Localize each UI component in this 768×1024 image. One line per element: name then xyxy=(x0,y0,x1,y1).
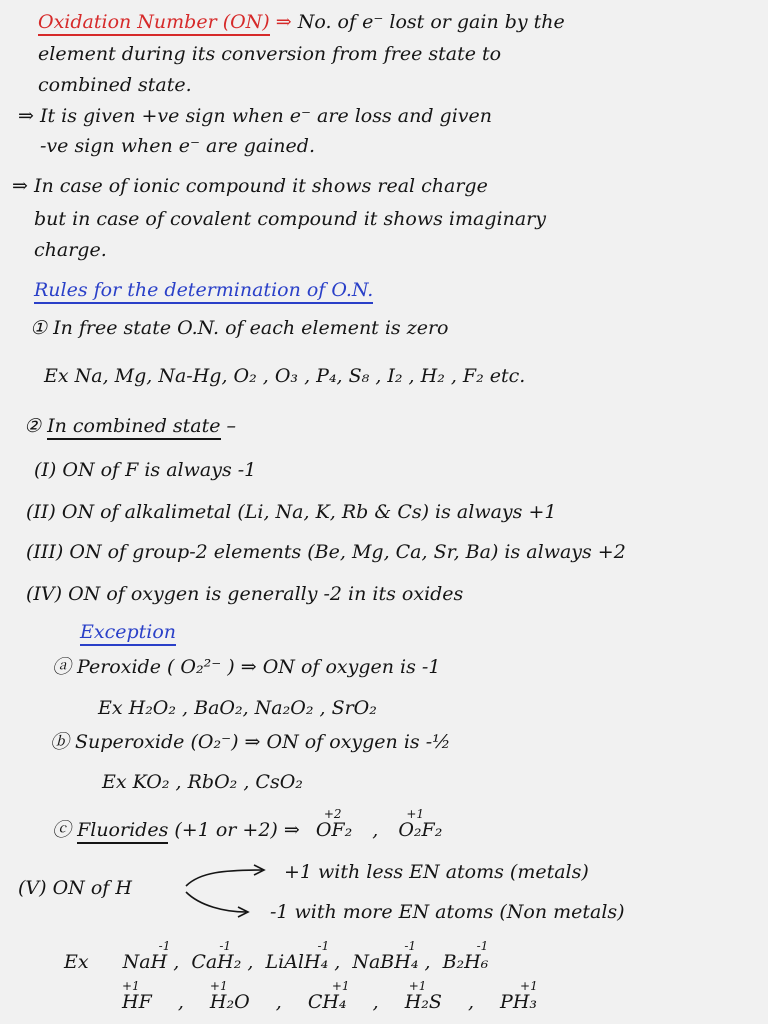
rule-2-number: ② xyxy=(24,415,42,437)
h-compound-ex-4-sup: +1 xyxy=(408,979,427,993)
exception-peroxide-examples: Ex H₂O₂ , BaO₂, Na₂O₂ , SrO₂ xyxy=(98,697,377,719)
rules-heading xyxy=(34,278,373,302)
hydride-ex-5-text: B₂H₆ xyxy=(442,951,489,973)
h-compound-ex-3-sup: +1 xyxy=(331,979,350,993)
fluorides-comma: , xyxy=(372,819,379,841)
hydrogen-compound-examples-row: +1 HF , +1 H₂O , +1 CH₄ , +1 H₂S , +1 PH₃ xyxy=(122,984,537,1014)
of2-text: OF₂ xyxy=(315,819,353,841)
of2-formula xyxy=(315,807,353,842)
definition-text-a: No. of e⁻ lost or gain by the xyxy=(297,11,565,33)
hydride-ex-2-sup: -1 xyxy=(219,939,232,953)
rule-2-ii: (II) ON of alkalimetal (Li, Na, K, Rb & Cs) is always +1 xyxy=(26,501,557,523)
rule-2-iv: (IV) ON of oxygen is generally -2 in its oxides xyxy=(26,583,464,605)
rule-1: ① In free state O.N. of each element is zero xyxy=(30,317,449,339)
ionic-line-2: but in case of covalent compound it shows imaginary xyxy=(34,208,546,230)
hydride-ex-4 xyxy=(352,939,419,974)
hydride-ex-1 xyxy=(122,939,171,974)
fluorides-label: ⓒ xyxy=(52,819,72,841)
exception-peroxide: ⓐ Peroxide ( O₂²⁻ ) ⇒ ON of oxygen is -1 xyxy=(52,656,441,678)
exception-superoxide: ⓑ Superoxide (O₂⁻) ⇒ ON of oxygen is -½ xyxy=(50,731,451,753)
hydride-ex-3 xyxy=(265,939,330,974)
h-compound-ex-5-text: PH₃ xyxy=(500,991,538,1013)
fluorides-word: Fluorides xyxy=(77,819,168,844)
hydride-ex-5 xyxy=(442,939,489,974)
hydride-ex-1-text: NaH xyxy=(122,951,168,973)
sign-line-1: ⇒ It is given +ve sign when e⁻ are loss and given xyxy=(18,105,493,127)
sign-line-2: -ve sign when e⁻ are gained. xyxy=(40,135,315,157)
hydride-ex-2 xyxy=(191,939,242,974)
hydride-ex-5-sup: -1 xyxy=(476,939,489,953)
definition-arrow: ⇒ xyxy=(275,11,292,33)
fluorides-range: (+1 or +2) ⇒ xyxy=(174,819,300,841)
exception-heading-text: Exception xyxy=(80,621,176,646)
rule-2-iii: (III) ON of group-2 elements (Be, Mg, Ca, Sr, Ba) is always +2 xyxy=(26,541,626,563)
rule-2-dash: – xyxy=(226,415,237,437)
h-compound-ex-5 xyxy=(500,979,538,1014)
hydride-ex-4-text: NaBH₄ xyxy=(352,951,419,973)
exception-heading xyxy=(80,620,176,644)
h-compound-ex-2 xyxy=(209,979,250,1014)
hydride-ex-2-text: CaH₂ xyxy=(191,951,242,973)
o2f2-text: O₂F₂ xyxy=(398,819,443,841)
h-compound-ex-2-text: H₂O xyxy=(209,991,250,1013)
definition-line-2: element during its conversion from free state to xyxy=(38,43,502,65)
hydride-ex-3-sup: -1 xyxy=(317,939,330,953)
rule-2 xyxy=(24,414,236,438)
h-compound-ex-3 xyxy=(307,979,350,1014)
hydrogen-negative: -1 with more EN atoms (Non metals) xyxy=(270,901,625,923)
o2f2-formula xyxy=(398,807,443,842)
h-compound-ex-4 xyxy=(404,979,442,1014)
hydride-ex-3-text: LiAlH₄ xyxy=(265,951,329,973)
hydride-ex-label: Ex xyxy=(64,951,89,973)
h-compound-ex-1 xyxy=(122,979,152,1014)
rule-2-text: In combined state xyxy=(47,415,220,440)
ionic-line-3: charge. xyxy=(34,239,107,261)
rules-heading-text: Rules for the determination of O.N. xyxy=(34,279,373,304)
hydrogen-label: (V) ON of H xyxy=(18,877,132,899)
h-compound-ex-2-sup: +1 xyxy=(209,979,228,993)
hydride-ex-1-sup: -1 xyxy=(158,939,171,953)
title-oxidation-number: Oxidation Number (ON) xyxy=(38,11,270,36)
h-compound-ex-4-text: H₂S xyxy=(404,991,442,1013)
definition-line-3: combined state. xyxy=(38,74,192,96)
h-compound-ex-3-text: CH₄ xyxy=(307,991,347,1013)
h-compound-ex-1-text: HF xyxy=(122,991,152,1013)
hydrogen-positive: +1 with less EN atoms (metals) xyxy=(284,861,589,883)
exception-fluorides xyxy=(52,807,443,842)
of2-oxidation-state: +2 xyxy=(323,807,342,821)
h-compound-ex-5-sup: +1 xyxy=(520,979,538,993)
hydride-examples-row: Ex -1 NaH , -1 CaH₂ , -1 LiAlH₄ , -1 NaBH₄ , -1 B₂H₆ xyxy=(64,944,488,974)
h-compound-ex-1-sup: +1 xyxy=(122,979,140,993)
rule-2-i: (I) ON of F is always -1 xyxy=(34,459,257,481)
definition-line-1 xyxy=(38,10,565,34)
rule-1-examples: Ex Na, Mg, Na-Hg, O₂ , O₃ , P₄, S₈ , I₂ , H₂ , F₂ etc. xyxy=(44,365,526,387)
exception-superoxide-examples: Ex KO₂ , RbO₂ , CsO₂ xyxy=(102,771,303,793)
hydride-ex-4-sup: -1 xyxy=(404,939,417,953)
ionic-line-1: ⇒ In case of ionic compound it shows real charge xyxy=(12,175,488,197)
o2f2-oxidation-state: +1 xyxy=(406,807,425,821)
